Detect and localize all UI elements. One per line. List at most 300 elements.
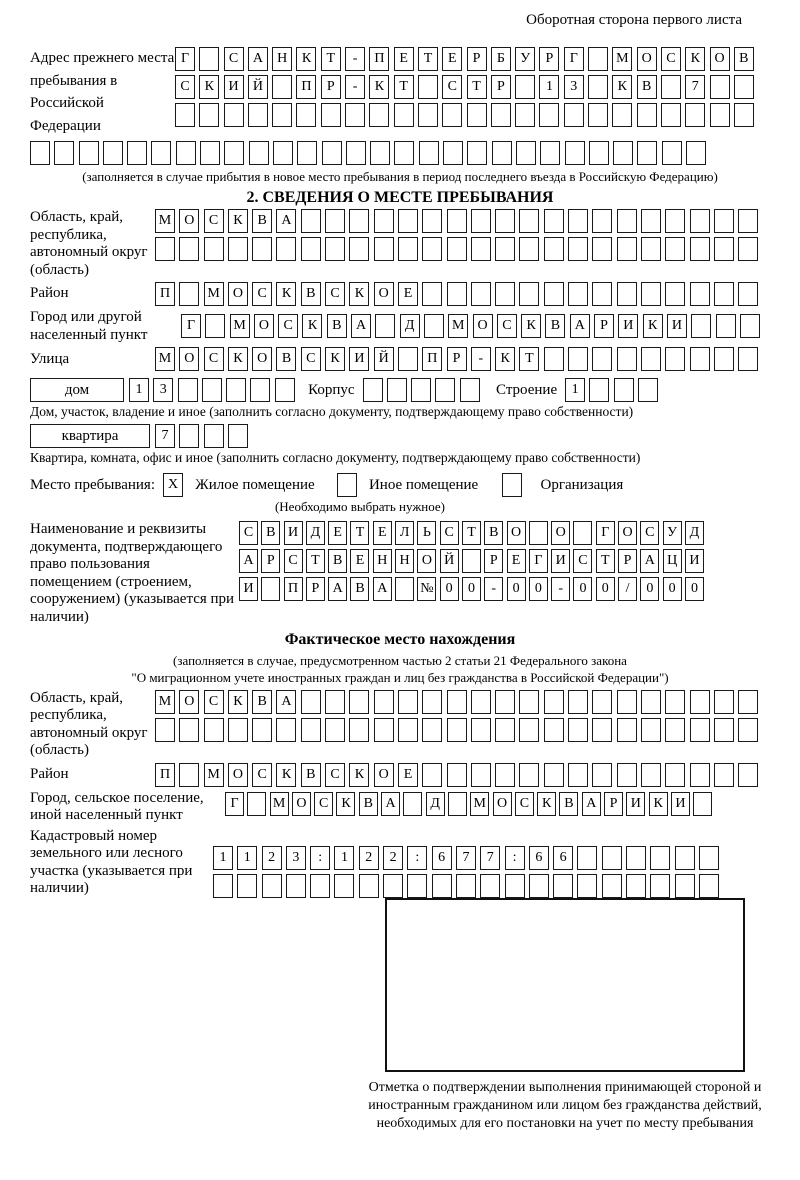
char-cell[interactable] <box>637 103 657 127</box>
char-cell[interactable] <box>612 103 632 127</box>
char-cell[interactable] <box>568 237 588 261</box>
char-cell[interactable] <box>213 874 233 898</box>
char-cell[interactable] <box>374 718 394 742</box>
char-cell[interactable] <box>432 874 452 898</box>
char-cell[interactable] <box>286 874 306 898</box>
char-cell[interactable] <box>407 874 427 898</box>
char-cell[interactable] <box>573 521 592 545</box>
char-cell[interactable] <box>422 690 442 714</box>
char-cell[interactable] <box>460 378 480 402</box>
char-cell[interactable] <box>179 424 199 448</box>
char-cell[interactable] <box>495 763 515 787</box>
char-cell[interactable]: С <box>661 47 681 71</box>
char-cell[interactable] <box>665 718 685 742</box>
char-cell[interactable] <box>325 718 345 742</box>
char-cell[interactable]: К <box>199 75 219 99</box>
char-cell[interactable] <box>614 378 634 402</box>
char-cell[interactable]: Е <box>442 47 462 71</box>
char-cell[interactable]: К <box>336 792 355 816</box>
char-cell[interactable]: О <box>551 521 570 545</box>
char-cell[interactable]: О <box>493 792 512 816</box>
char-cell[interactable]: Е <box>394 47 414 71</box>
char-cell[interactable] <box>374 690 394 714</box>
char-cell[interactable] <box>394 103 414 127</box>
char-cell[interactable]: В <box>261 521 280 545</box>
char-cell[interactable] <box>592 237 612 261</box>
char-cell[interactable] <box>738 690 758 714</box>
char-cell[interactable] <box>398 718 418 742</box>
char-cell[interactable] <box>641 237 661 261</box>
char-cell[interactable] <box>519 763 539 787</box>
char-cell[interactable]: 0 <box>640 577 659 601</box>
char-cell[interactable] <box>710 103 730 127</box>
char-cell[interactable] <box>690 282 710 306</box>
char-cell[interactable] <box>641 718 661 742</box>
char-cell[interactable]: Т <box>519 347 539 371</box>
char-cell[interactable]: М <box>230 314 250 338</box>
char-cell[interactable] <box>359 874 379 898</box>
char-cell[interactable] <box>662 141 682 165</box>
char-cell[interactable] <box>675 846 695 870</box>
char-cell[interactable] <box>495 690 515 714</box>
korpus-cells[interactable] <box>363 378 484 402</box>
char-cell[interactable] <box>471 718 491 742</box>
char-cell[interactable] <box>447 718 467 742</box>
char-cell[interactable] <box>617 282 637 306</box>
char-cell[interactable] <box>738 209 758 233</box>
char-cell[interactable] <box>641 209 661 233</box>
char-cell[interactable]: К <box>369 75 389 99</box>
char-cell[interactable]: А <box>328 577 347 601</box>
char-cell[interactable] <box>589 141 609 165</box>
char-cell[interactable]: К <box>643 314 663 338</box>
prev-address-row-2[interactable] <box>175 75 758 99</box>
char-cell[interactable]: 7 <box>155 424 175 448</box>
char-cell[interactable]: Р <box>618 549 637 573</box>
char-cell[interactable]: К <box>276 282 296 306</box>
char-cell[interactable]: Т <box>306 549 325 573</box>
char-cell[interactable] <box>199 103 219 127</box>
char-cell[interactable] <box>665 282 685 306</box>
char-cell[interactable] <box>710 75 730 99</box>
char-cell[interactable] <box>714 690 734 714</box>
char-cell[interactable]: В <box>359 792 378 816</box>
char-cell[interactable]: О <box>254 314 274 338</box>
char-cell[interactable] <box>544 282 564 306</box>
char-cell[interactable]: Н <box>373 549 392 573</box>
char-cell[interactable] <box>345 103 365 127</box>
char-cell[interactable] <box>248 103 268 127</box>
char-cell[interactable] <box>617 690 637 714</box>
char-cell[interactable] <box>544 718 564 742</box>
char-cell[interactable] <box>515 103 535 127</box>
char-cell[interactable]: Г <box>181 314 201 338</box>
char-cell[interactable]: К <box>349 282 369 306</box>
char-cell[interactable] <box>79 141 99 165</box>
char-cell[interactable]: В <box>350 577 369 601</box>
char-cell[interactable] <box>349 690 369 714</box>
char-cell[interactable] <box>613 141 633 165</box>
char-cell[interactable] <box>519 209 539 233</box>
char-cell[interactable] <box>276 718 296 742</box>
char-cell[interactable] <box>641 690 661 714</box>
residential-checkbox[interactable]: X <box>163 473 183 497</box>
char-cell[interactable] <box>588 103 608 127</box>
char-cell[interactable]: Т <box>321 47 341 71</box>
char-cell[interactable]: Р <box>604 792 623 816</box>
char-cell[interactable] <box>690 763 710 787</box>
other-premises-checkbox[interactable] <box>337 473 357 497</box>
char-cell[interactable]: Г <box>175 47 195 71</box>
char-cell[interactable] <box>204 718 224 742</box>
char-cell[interactable]: Т <box>467 75 487 99</box>
char-cell[interactable] <box>447 690 467 714</box>
char-cell[interactable]: С <box>497 314 517 338</box>
char-cell[interactable] <box>346 141 366 165</box>
char-cell[interactable] <box>349 237 369 261</box>
char-cell[interactable] <box>519 718 539 742</box>
char-cell[interactable]: 3 <box>564 75 584 99</box>
char-cell[interactable] <box>592 209 612 233</box>
char-cell[interactable] <box>175 103 195 127</box>
actual-region-row-1[interactable] <box>155 690 762 714</box>
char-cell[interactable] <box>564 103 584 127</box>
char-cell[interactable]: М <box>155 690 175 714</box>
char-cell[interactable]: К <box>649 792 668 816</box>
char-cell[interactable] <box>411 378 431 402</box>
char-cell[interactable] <box>693 792 712 816</box>
actual-region-row-2[interactable] <box>155 718 762 742</box>
char-cell[interactable]: К <box>521 314 541 338</box>
char-cell[interactable]: В <box>301 763 321 787</box>
char-cell[interactable]: К <box>276 763 296 787</box>
char-cell[interactable] <box>325 237 345 261</box>
char-cell[interactable] <box>495 237 515 261</box>
char-cell[interactable] <box>447 237 467 261</box>
char-cell[interactable]: Е <box>398 763 418 787</box>
char-cell[interactable] <box>738 718 758 742</box>
document-row-2[interactable] <box>239 549 707 573</box>
char-cell[interactable]: : <box>407 846 427 870</box>
char-cell[interactable] <box>495 718 515 742</box>
char-cell[interactable]: С <box>252 282 272 306</box>
char-cell[interactable] <box>495 209 515 233</box>
char-cell[interactable]: С <box>325 763 345 787</box>
char-cell[interactable]: С <box>314 792 333 816</box>
char-cell[interactable] <box>641 763 661 787</box>
char-cell[interactable] <box>276 237 296 261</box>
char-cell[interactable] <box>665 690 685 714</box>
char-cell[interactable] <box>262 874 282 898</box>
char-cell[interactable] <box>325 690 345 714</box>
char-cell[interactable] <box>424 314 444 338</box>
char-cell[interactable] <box>155 237 175 261</box>
char-cell[interactable] <box>617 237 637 261</box>
char-cell[interactable] <box>435 378 455 402</box>
char-cell[interactable]: О <box>473 314 493 338</box>
char-cell[interactable]: С <box>204 347 224 371</box>
prev-address-row-1[interactable] <box>175 47 758 71</box>
char-cell[interactable] <box>443 141 463 165</box>
char-cell[interactable] <box>716 314 736 338</box>
char-cell[interactable]: У <box>515 47 535 71</box>
char-cell[interactable]: С <box>325 282 345 306</box>
char-cell[interactable] <box>462 549 481 573</box>
char-cell[interactable] <box>626 846 646 870</box>
char-cell[interactable] <box>714 282 734 306</box>
char-cell[interactable]: А <box>239 549 258 573</box>
char-cell[interactable] <box>155 718 175 742</box>
char-cell[interactable] <box>275 378 295 402</box>
street-row[interactable] <box>155 347 762 371</box>
char-cell[interactable] <box>418 103 438 127</box>
char-cell[interactable]: 0 <box>596 577 615 601</box>
region-row-2[interactable] <box>155 237 762 261</box>
char-cell[interactable]: К <box>228 209 248 233</box>
char-cell[interactable] <box>310 874 330 898</box>
char-cell[interactable] <box>714 718 734 742</box>
char-cell[interactable]: № <box>417 577 436 601</box>
char-cell[interactable] <box>544 347 564 371</box>
char-cell[interactable]: 0 <box>462 577 481 601</box>
char-cell[interactable]: О <box>228 282 248 306</box>
char-cell[interactable] <box>690 718 710 742</box>
char-cell[interactable] <box>395 577 414 601</box>
char-cell[interactable]: С <box>640 521 659 545</box>
char-cell[interactable] <box>467 103 487 127</box>
char-cell[interactable] <box>675 874 695 898</box>
char-cell[interactable] <box>301 237 321 261</box>
char-cell[interactable]: Г <box>225 792 244 816</box>
char-cell[interactable] <box>204 424 224 448</box>
char-cell[interactable] <box>272 103 292 127</box>
char-cell[interactable]: Д <box>306 521 325 545</box>
char-cell[interactable] <box>370 141 390 165</box>
char-cell[interactable] <box>714 209 734 233</box>
char-cell[interactable]: 7 <box>480 846 500 870</box>
char-cell[interactable] <box>369 103 389 127</box>
char-cell[interactable] <box>349 209 369 233</box>
char-cell[interactable]: 7 <box>685 75 705 99</box>
actual-district-row[interactable] <box>155 763 762 787</box>
char-cell[interactable] <box>738 763 758 787</box>
district-row[interactable] <box>155 282 762 306</box>
char-cell[interactable]: К <box>228 347 248 371</box>
char-cell[interactable] <box>297 141 317 165</box>
char-cell[interactable]: В <box>559 792 578 816</box>
char-cell[interactable] <box>151 141 171 165</box>
char-cell[interactable] <box>179 282 199 306</box>
char-cell[interactable] <box>398 237 418 261</box>
char-cell[interactable] <box>247 792 266 816</box>
char-cell[interactable] <box>690 209 710 233</box>
char-cell[interactable]: И <box>239 577 258 601</box>
organization-checkbox[interactable] <box>502 473 522 497</box>
char-cell[interactable] <box>690 237 710 261</box>
char-cell[interactable]: К <box>495 347 515 371</box>
document-row-1[interactable] <box>239 521 707 545</box>
char-cell[interactable] <box>544 763 564 787</box>
char-cell[interactable]: О <box>179 690 199 714</box>
char-cell[interactable]: П <box>296 75 316 99</box>
char-cell[interactable]: К <box>349 763 369 787</box>
char-cell[interactable]: М <box>270 792 289 816</box>
char-cell[interactable]: С <box>175 75 195 99</box>
char-cell[interactable]: 6 <box>529 846 549 870</box>
city-row[interactable] <box>181 314 764 338</box>
char-cell[interactable] <box>686 141 706 165</box>
char-cell[interactable]: Е <box>350 549 369 573</box>
char-cell[interactable]: С <box>204 209 224 233</box>
char-cell[interactable] <box>226 378 246 402</box>
char-cell[interactable]: М <box>155 209 175 233</box>
char-cell[interactable] <box>617 209 637 233</box>
char-cell[interactable]: 7 <box>456 846 476 870</box>
char-cell[interactable] <box>127 141 147 165</box>
char-cell[interactable]: Е <box>328 521 347 545</box>
char-cell[interactable] <box>334 874 354 898</box>
char-cell[interactable]: 1 <box>539 75 559 99</box>
char-cell[interactable] <box>394 141 414 165</box>
char-cell[interactable] <box>398 690 418 714</box>
char-cell[interactable]: 0 <box>573 577 592 601</box>
char-cell[interactable]: 2 <box>262 846 282 870</box>
char-cell[interactable] <box>422 763 442 787</box>
char-cell[interactable]: С <box>440 521 459 545</box>
char-cell[interactable] <box>205 314 225 338</box>
char-cell[interactable]: С <box>224 47 244 71</box>
char-cell[interactable] <box>204 237 224 261</box>
char-cell[interactable] <box>661 103 681 127</box>
char-cell[interactable]: О <box>179 209 199 233</box>
char-cell[interactable]: П <box>369 47 389 71</box>
char-cell[interactable]: О <box>507 521 526 545</box>
char-cell[interactable]: В <box>252 690 272 714</box>
char-cell[interactable] <box>456 874 476 898</box>
char-cell[interactable] <box>422 718 442 742</box>
char-cell[interactable]: К <box>537 792 556 816</box>
char-cell[interactable]: М <box>204 763 224 787</box>
char-cell[interactable] <box>250 378 270 402</box>
char-cell[interactable]: Й <box>374 347 394 371</box>
char-cell[interactable]: А <box>640 549 659 573</box>
char-cell[interactable]: А <box>381 792 400 816</box>
char-cell[interactable]: Д <box>426 792 445 816</box>
char-cell[interactable]: 0 <box>685 577 704 601</box>
char-cell[interactable] <box>422 237 442 261</box>
char-cell[interactable] <box>714 763 734 787</box>
char-cell[interactable] <box>321 103 341 127</box>
char-cell[interactable] <box>374 209 394 233</box>
char-cell[interactable]: Д <box>685 521 704 545</box>
char-cell[interactable] <box>529 874 549 898</box>
char-cell[interactable] <box>202 378 222 402</box>
char-cell[interactable] <box>740 314 760 338</box>
char-cell[interactable]: И <box>626 792 645 816</box>
char-cell[interactable] <box>199 47 219 71</box>
char-cell[interactable] <box>322 141 342 165</box>
char-cell[interactable]: Г <box>529 549 548 573</box>
char-cell[interactable] <box>699 846 719 870</box>
char-cell[interactable] <box>442 103 462 127</box>
char-cell[interactable]: С <box>284 549 303 573</box>
char-cell[interactable]: Р <box>539 47 559 71</box>
char-cell[interactable] <box>665 209 685 233</box>
char-cell[interactable] <box>176 141 196 165</box>
char-cell[interactable] <box>592 718 612 742</box>
char-cell[interactable] <box>519 690 539 714</box>
char-cell[interactable]: В <box>545 314 565 338</box>
char-cell[interactable]: Е <box>507 549 526 573</box>
char-cell[interactable]: 0 <box>663 577 682 601</box>
char-cell[interactable]: И <box>667 314 687 338</box>
char-cell[interactable]: Ь <box>417 521 436 545</box>
char-cell[interactable]: : <box>310 846 330 870</box>
char-cell[interactable] <box>403 792 422 816</box>
char-cell[interactable]: К <box>612 75 632 99</box>
char-cell[interactable]: О <box>374 282 394 306</box>
char-cell[interactable]: Р <box>467 47 487 71</box>
char-cell[interactable]: Б <box>491 47 511 71</box>
char-cell[interactable]: В <box>484 521 503 545</box>
char-cell[interactable]: Й <box>440 549 459 573</box>
char-cell[interactable]: А <box>276 690 296 714</box>
char-cell[interactable]: П <box>284 577 303 601</box>
char-cell[interactable] <box>387 378 407 402</box>
char-cell[interactable]: А <box>351 314 371 338</box>
char-cell[interactable]: В <box>328 549 347 573</box>
char-cell[interactable]: О <box>252 347 272 371</box>
char-cell[interactable]: А <box>276 209 296 233</box>
char-cell[interactable] <box>577 846 597 870</box>
char-cell[interactable]: 0 <box>529 577 548 601</box>
char-cell[interactable] <box>447 763 467 787</box>
char-cell[interactable] <box>734 103 754 127</box>
char-cell[interactable] <box>602 874 622 898</box>
char-cell[interactable] <box>617 763 637 787</box>
char-cell[interactable] <box>301 718 321 742</box>
char-cell[interactable] <box>665 347 685 371</box>
char-cell[interactable] <box>568 347 588 371</box>
char-cell[interactable]: А <box>582 792 601 816</box>
char-cell[interactable] <box>495 282 515 306</box>
char-cell[interactable] <box>638 378 658 402</box>
char-cell[interactable] <box>661 75 681 99</box>
char-cell[interactable]: 2 <box>383 846 403 870</box>
char-cell[interactable] <box>592 347 612 371</box>
char-cell[interactable] <box>699 874 719 898</box>
char-cell[interactable]: О <box>292 792 311 816</box>
char-cell[interactable] <box>539 103 559 127</box>
char-cell[interactable] <box>650 874 670 898</box>
char-cell[interactable] <box>637 141 657 165</box>
char-cell[interactable] <box>685 103 705 127</box>
char-cell[interactable]: С <box>204 690 224 714</box>
cadastre-row-1[interactable] <box>213 846 723 870</box>
char-cell[interactable] <box>519 237 539 261</box>
char-cell[interactable]: П <box>155 763 175 787</box>
char-cell[interactable]: - <box>471 347 491 371</box>
char-cell[interactable]: Й <box>248 75 268 99</box>
char-cell[interactable]: : <box>505 846 525 870</box>
char-cell[interactable]: С <box>442 75 462 99</box>
char-cell[interactable]: И <box>349 347 369 371</box>
char-cell[interactable] <box>471 690 491 714</box>
house-number-cells[interactable] <box>129 378 299 402</box>
char-cell[interactable] <box>419 141 439 165</box>
char-cell[interactable] <box>589 378 609 402</box>
char-cell[interactable] <box>363 378 383 402</box>
